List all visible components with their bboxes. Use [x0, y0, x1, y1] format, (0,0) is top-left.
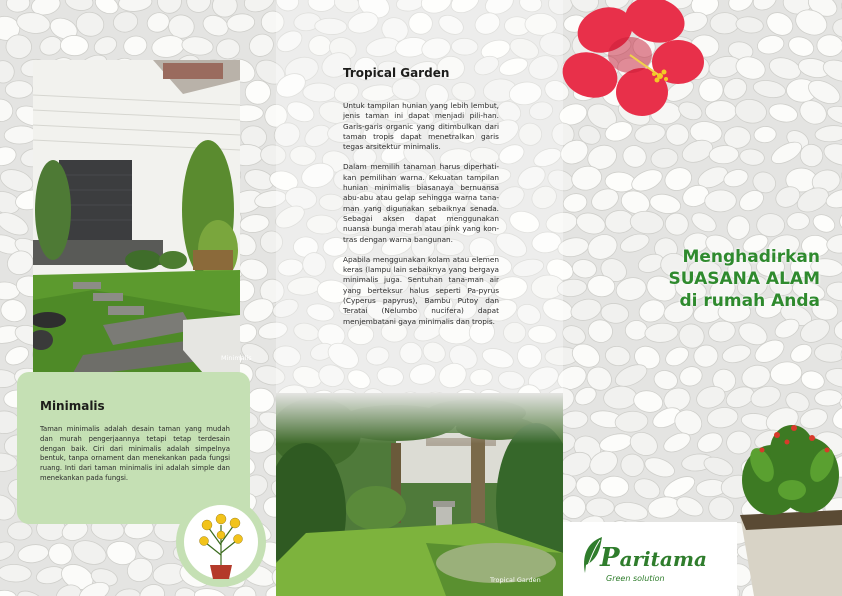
- tropical-garden-photo: [276, 393, 563, 596]
- tropical-paragraph-2: Dalam memilih tanaman harus diperhati-kan pemilihan warna. Kekuatan tampilan hunian minimalis biasanaya bernuansa abu-abu atau gelap sehingga warna tana-man yang digunakan sebaiknya senada. Sebagai aksen dapat menggunakan nuansa bunga merah atau pink yang kon-tras dengan warna bangunan.: [343, 162, 499, 244]
- hibiscus-flower-icon: [560, 0, 705, 118]
- tropical-paragraph-3: Apabila menggunakan kolam atau elemen keras (lampu lain sebaiknya yang bergaya minimalis juga. Sentuhan tana-man air yang berteksur halus seperti Pa-pyrus (Cyperus papyrus), Bambu Putoy dan Teratai (Nelumbo nucifera) dapat menjembatani gaya minimalis dan tropis.: [343, 254, 499, 326]
- minimalis-garden-photo: [33, 60, 240, 373]
- potted-plant-photo: [732, 420, 842, 596]
- headline-line-1: Menghadirkan: [682, 247, 820, 267]
- potted-flower-icon: [196, 505, 246, 579]
- logo-tagline: Green solution: [606, 574, 665, 583]
- logo-name: aritama: [619, 547, 707, 571]
- headline: [669, 246, 820, 312]
- logo-wordmark: [600, 543, 707, 573]
- tropical-garden-title: Tropical Garden: [343, 66, 450, 80]
- flower-pot-badge: [176, 497, 266, 587]
- logo-initial: P: [600, 543, 620, 573]
- tropical-paragraph-1: Untuk tampilan hunian yang lebih lembut, jenis taman ini dapat menjadi pili-han. Garis-garis organic yang ditimbulkan dari taman tropis dapat menetralkan garis tegas arsitektur minimalis.: [343, 101, 499, 152]
- headline-line-3: di rumah Anda: [679, 291, 820, 311]
- minimalis-title: Minimalis: [40, 399, 105, 413]
- minimalis-body: Taman minimalis adalah desain taman yang mudah dan murah pengerjaannya tetapi tetap terdesain dengan baik. Ciri dari minimalis adalah simpelnya bentuk, tanpa ornament dan menekankan pada fungsi ruang. Inti dari taman minimalis ini adalah simple dan menekankan pada fungsi.: [40, 425, 230, 482]
- minimalis-photo-caption: Minimalis: [221, 354, 252, 362]
- tropical-photo-caption: Tropical Garden: [490, 576, 541, 584]
- headline-line-2: SUASANA ALAM: [668, 269, 820, 289]
- tropical-garden-body: [343, 101, 499, 337]
